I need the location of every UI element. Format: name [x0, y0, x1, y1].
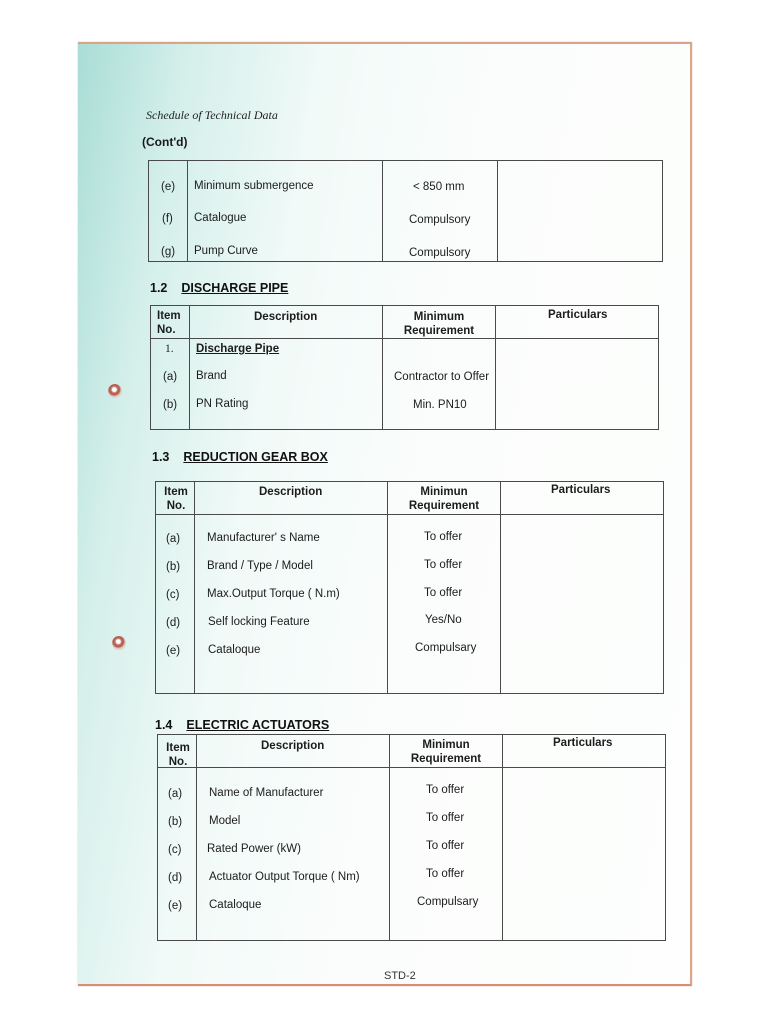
description: Model [209, 815, 241, 827]
discharge-pipe-table [150, 305, 659, 430]
item-number: (g) [161, 246, 176, 258]
requirement: Min. PN10 [413, 399, 467, 411]
description: Manufacturer' s Name [207, 532, 320, 544]
requirement: To offer [424, 559, 463, 571]
requirement: To offer [424, 531, 463, 543]
column-header-item: Item No. [166, 742, 190, 768]
particulars-cell [498, 161, 663, 262]
requirement: < 850 mm [413, 181, 465, 193]
item-number: (b) [166, 561, 181, 573]
column-header-item: Item No. [157, 310, 181, 336]
column-header-description: Description [259, 486, 323, 498]
item-number: (e) [168, 900, 183, 912]
description: Brand / Type / Model [207, 560, 313, 572]
particulars-cell [496, 339, 659, 430]
item-number: (f) [162, 213, 173, 225]
description: Cataloque [209, 899, 262, 911]
column-header-particulars: Particulars [553, 737, 613, 749]
item-number: (a) [163, 371, 178, 383]
item-number: (c) [168, 844, 182, 856]
description: Brand [196, 370, 227, 382]
item-number: (c) [166, 589, 180, 601]
description: Actuator Output Torque ( Nm) [209, 871, 360, 883]
requirement: Yes/No [425, 614, 462, 626]
column-header-requirement: Minimun Requirement [408, 486, 480, 512]
description: Max.Output Torque ( N.m) [207, 588, 340, 600]
column-header-item: Item No. [164, 486, 188, 512]
item-number: (e) [166, 645, 181, 657]
description: Pump Curve [194, 245, 258, 257]
requirement: Contractor to Offer [394, 371, 490, 383]
item-number: (a) [166, 533, 181, 545]
continued-table [148, 160, 663, 262]
requirement: Compulsary [417, 896, 479, 908]
section-heading: 1.3 REDUCTION GEAR BOX [152, 450, 328, 464]
item-number: (b) [163, 399, 178, 411]
item-number: (e) [161, 181, 176, 193]
description: Catalogue [194, 212, 247, 224]
page-number: STD-2 [384, 970, 416, 982]
section-heading: 1.4 ELECTRIC ACTUATORS [155, 718, 330, 732]
description: PN Rating [196, 398, 249, 410]
column-header-particulars: Particulars [551, 484, 611, 496]
item-number: (b) [168, 816, 183, 828]
column-header-description: Description [254, 311, 318, 323]
column-header-requirement: Minimum Requirement [403, 311, 475, 337]
requirement: To offer [426, 812, 465, 824]
item-number: (d) [168, 872, 183, 884]
requirement: Compulsary [415, 642, 477, 654]
description: Name of Manufacturer [209, 787, 324, 799]
column-header-description: Description [261, 740, 325, 752]
requirement: To offer [426, 784, 465, 796]
document-header: Schedule of Technical Data [146, 108, 278, 122]
description: Self locking Feature [208, 616, 310, 628]
item-number: 1. [165, 343, 174, 355]
group-title: Discharge Pipe [196, 343, 280, 355]
section-heading: 1.2 DISCHARGE PIPE [150, 281, 289, 295]
requirement: To offer [424, 587, 463, 599]
column-header-particulars: Particulars [548, 309, 608, 321]
requirement: To offer [426, 868, 465, 880]
punch-hole-icon [108, 384, 122, 398]
punch-hole-icon [112, 636, 126, 650]
requirement: To offer [426, 840, 465, 852]
description: Rated Power (kW) [207, 843, 301, 855]
reduction-gear-box-table [155, 481, 664, 694]
particulars-cell [501, 515, 664, 694]
item-number: (a) [168, 788, 183, 800]
continued-label: (Cont'd) [142, 135, 188, 149]
description: Minimum submergence [194, 180, 314, 192]
electric-actuators-table [157, 734, 666, 941]
description: Cataloque [208, 644, 261, 656]
requirement: Compulsory [409, 247, 471, 259]
column-header-requirement: Minimun Requirement [410, 739, 482, 765]
requirement: Compulsory [409, 214, 471, 226]
particulars-cell [503, 768, 666, 941]
item-number: (d) [166, 617, 181, 629]
